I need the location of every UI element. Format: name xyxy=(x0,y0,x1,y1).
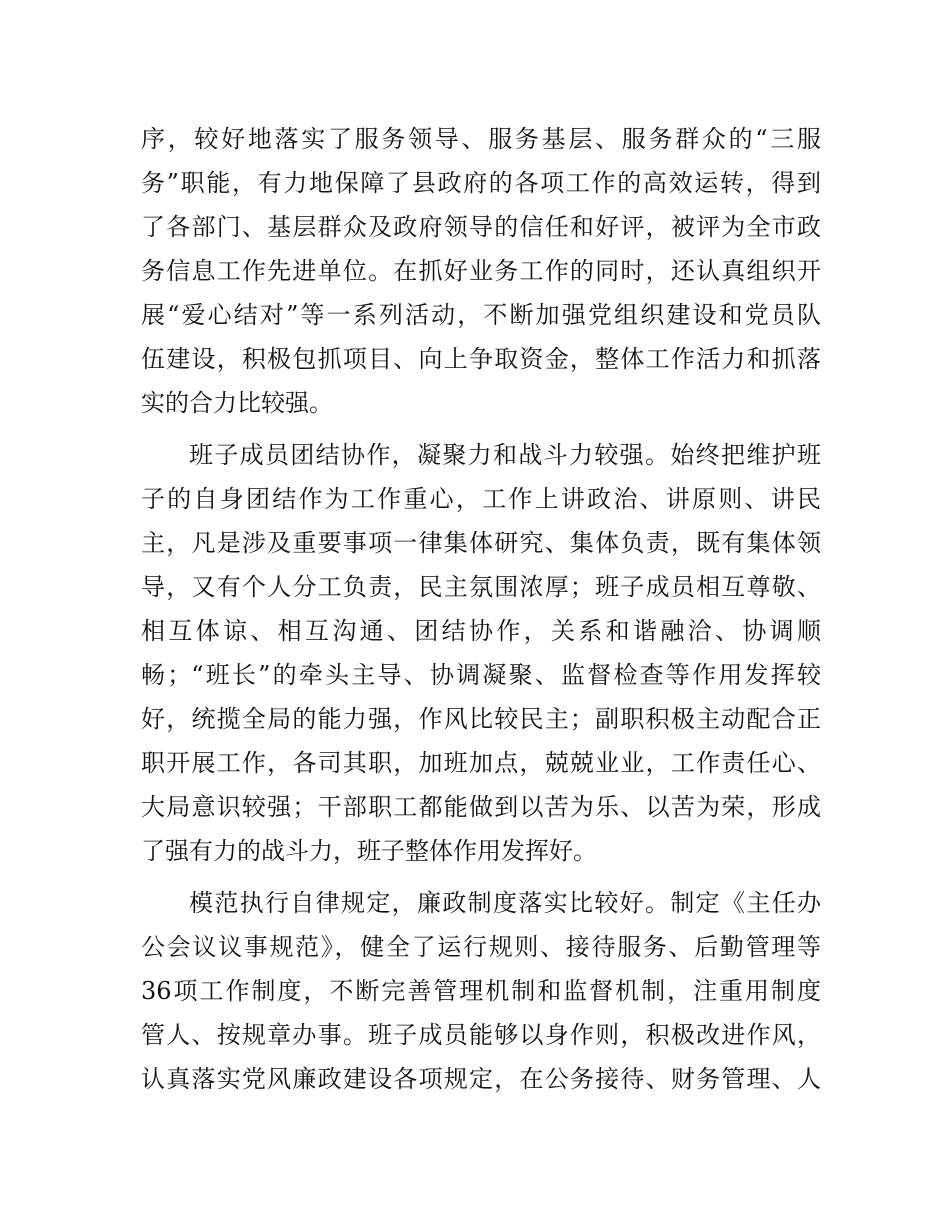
text-line: 认真落实党风廉政建设各项规定，在公务接待、财务管理、人 xyxy=(141,1065,821,1093)
paragraph-spacer xyxy=(141,425,821,433)
text-line: 管人、按规章办事。班子成员能够以身作则，积极改进作风， xyxy=(141,1021,821,1049)
text-line: 子的自身团结作为工作重心，工作上讲政治、讲原则、讲民 xyxy=(141,485,821,513)
text-line: 公会议议事规范》，健全了运行规则、接待服务、后勤管理等 xyxy=(141,933,821,961)
text-line: 序，较好地落实了服务领导、服务基层、服务群众的“三服 xyxy=(141,125,821,153)
text-line: 畅；“班长”的牵头主导、协调凝聚、监督检查等作用发挥较 xyxy=(141,661,821,689)
text-line: 职开展工作，各司其职，加班加点，兢兢业业，工作责任心、 xyxy=(141,749,821,777)
text-line: 主，凡是涉及重要事项一律集体研究、集体负责，既有集体领 xyxy=(141,529,821,557)
text-line: 实的合力比较强。 xyxy=(141,389,333,417)
text-line: 36项工作制度，不断完善管理机制和监督机制，注重用制度 xyxy=(141,977,821,1005)
text-line: 班子成员团结协作，凝聚力和战斗力较强。始终把维护班 xyxy=(189,441,821,469)
text-line: 务”职能，有力地保障了县政府的各项工作的高效运转，得到 xyxy=(141,169,821,197)
text-line: 模范执行自律规定，廉政制度落实比较好。制定《主任办 xyxy=(189,889,821,917)
text-line: 大局意识较强；干部职工都能做到以苦为乐、以苦为荣，形成 xyxy=(141,793,821,821)
text-line: 务信息工作先进单位。在抓好业务工作的同时，还认真组织开 xyxy=(141,257,821,285)
paragraph-3 xyxy=(141,881,821,1101)
text-line: 伍建设，积极包抓项目、向上争取资金，整体工作活力和抓落 xyxy=(141,345,821,373)
text-line: 好，统揽全局的能力强，作风比较民主；副职积极主动配合正 xyxy=(141,705,821,733)
text-line: 了各部门、基层群众及政府领导的信任和好评，被评为全市政 xyxy=(141,213,821,241)
text-line: 导，又有个人分工负责，民主氛围浓厚；班子成员相互尊敬、 xyxy=(141,573,821,601)
text-line: 展“爱心结对”等一系列活动，不断加强党组织建设和党员队 xyxy=(141,301,821,329)
paragraph-spacer xyxy=(141,873,821,881)
paragraph-1 xyxy=(141,117,821,425)
paragraph-2 xyxy=(141,433,821,873)
text-line: 相互体谅、相互沟通、团结协作，关系和谐融洽、协调顺 xyxy=(141,617,821,645)
document-body xyxy=(141,117,821,1101)
text-line: 了强有力的战斗力，班子整体作用发挥好。 xyxy=(141,837,597,865)
